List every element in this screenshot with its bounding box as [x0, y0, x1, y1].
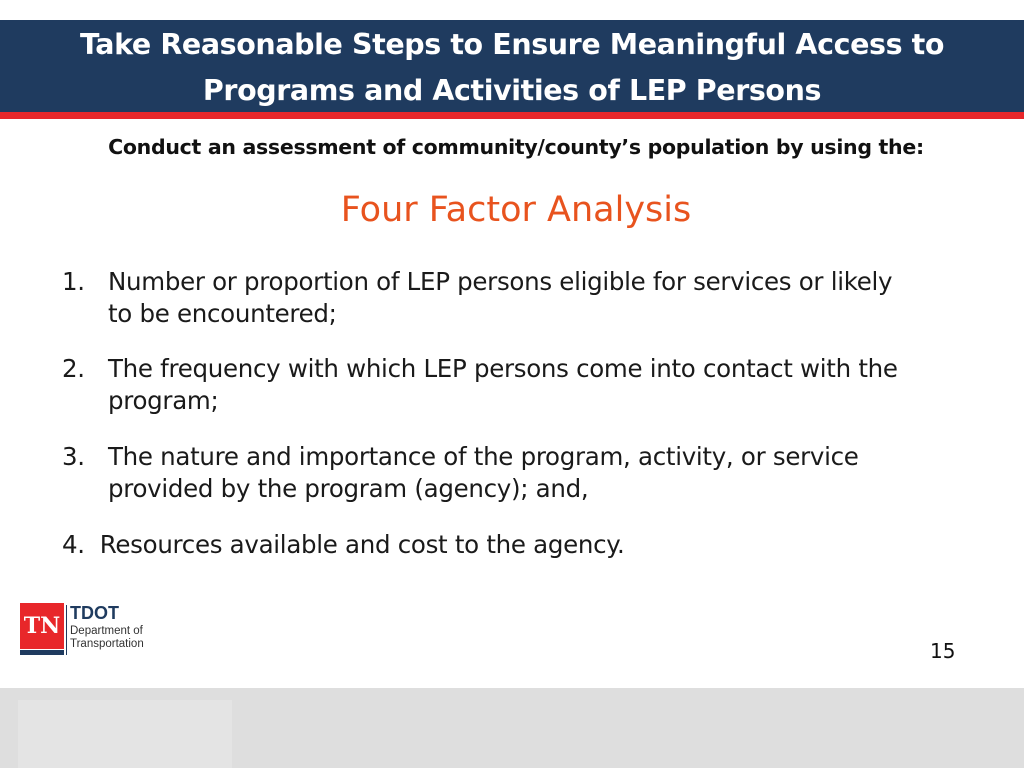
list-item-text-line-2: to be encountered;	[108, 299, 337, 328]
logo-department-text	[70, 625, 144, 651]
logo-underline	[20, 650, 64, 655]
slide-title-line-1: Take Reasonable Steps to Ensure Meaningful Access to	[79, 28, 945, 61]
page-number: 15	[930, 639, 956, 663]
list-item-text-line-2: program;	[108, 386, 219, 415]
tdot-logo	[20, 603, 150, 657]
list-item-number: 3.	[62, 442, 85, 471]
list-item	[62, 529, 992, 561]
slide-title-line-2: Programs and Activities of LEP Persons	[202, 74, 822, 107]
list-item	[62, 353, 992, 417]
slide-title	[20, 22, 1004, 114]
list-item-number: 4.	[62, 530, 85, 559]
list-item-text: Resources available and cost to the agency.	[99, 530, 625, 559]
footer-tint	[18, 700, 232, 768]
list-item	[62, 266, 992, 330]
list-item-number: 2.	[62, 354, 85, 383]
logo-divider	[66, 605, 67, 655]
logo-tdot-text: TDOT	[70, 603, 119, 623]
logo-department-line-1: Department of	[70, 625, 143, 637]
list-item-text-line-1: Number or proportion of LEP persons eligible for services or likely	[108, 267, 893, 296]
section-heading: Four Factor Analysis	[340, 190, 692, 230]
list-item	[62, 441, 992, 505]
slide-subtitle: Conduct an assessment of community/county’s population by using the:	[108, 135, 924, 159]
factor-list	[62, 266, 992, 561]
list-item-text-line-1: The frequency with which LEP persons come into contact with the	[108, 354, 898, 383]
list-item-text-line-2: provided by the program (agency); and,	[108, 474, 589, 503]
list-item-text-line-1: The nature and importance of the program, activity, or service	[108, 442, 859, 471]
tn-logo-mark: TN	[20, 603, 64, 649]
logo-department-line-2: Transportation	[70, 638, 144, 650]
list-item-number: 1.	[62, 267, 85, 296]
